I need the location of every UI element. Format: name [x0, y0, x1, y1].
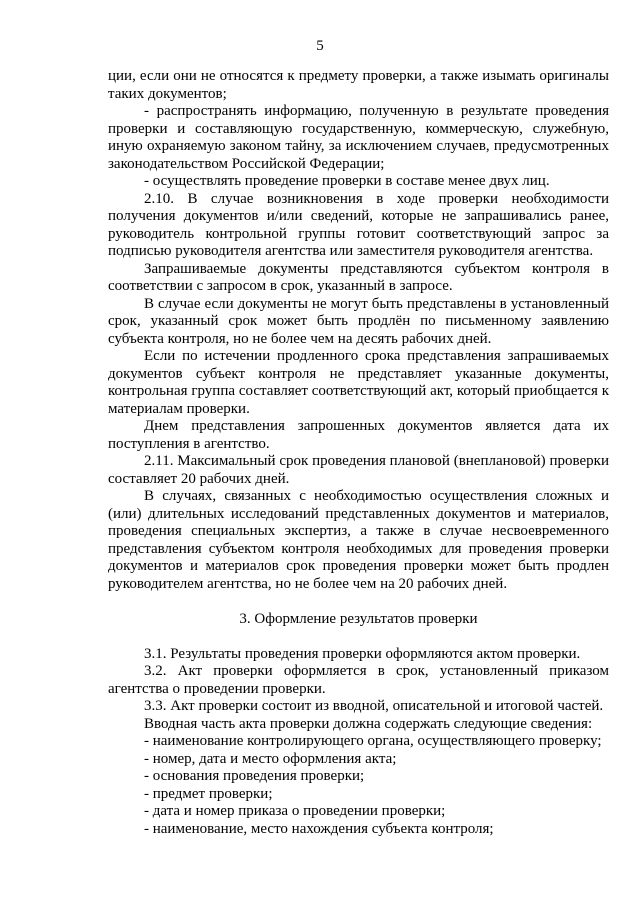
paragraph: 2.11. Максимальный срок проведения плановой (внеплановой) проверки составляет 20 рабочих дней.: [108, 453, 609, 487]
list-item: - распространять информацию, полученную в результате проведения проверки и составляющую государственную, коммерческую, служебную, иную охраняемую законом тайну, за исключением случаев, предусмотренных законодательством Российской Федерации;: [108, 103, 609, 172]
paragraph: ции, если они не относятся к предмету проверки, а также изымать оригиналы таких документов;: [108, 68, 609, 102]
list-item: - наименование контролирующего органа, осуществляющего проверку;: [144, 733, 602, 749]
paragraph: Если по истечении продленного срока представления запрашиваемых документов субъект контроля не представляет указанные документы, контрольная группа составляет соответствующий акт, который приобщается к материалам проверки.: [108, 348, 609, 417]
list-item: - основания проведения проверки;: [144, 768, 365, 784]
section-heading: 3. Оформление результатов проверки: [239, 611, 478, 627]
paragraph: В случаях, связанных с необходимостью осуществления сложных и (или) длительных исследований представленных документов и материалов, проведения специальных экспертиз, а также в случае несвоевременного представления субъектом контроля необходимых для проведения проверки документов и материалов срок проведения проверки может быть продлен руководителем агентства, но не более чем на 20 рабочих дней.: [108, 488, 609, 592]
document-body: [108, 68, 609, 838]
paragraph: Днем представления запрошенных документов является дата их поступления в агентство.: [108, 418, 609, 452]
list-item: - номер, дата и место оформления акта;: [144, 750, 397, 767]
list-item: - наименование, место нахождения субъекта контроля;: [144, 820, 494, 837]
paragraph: 3.2. Акт проверки оформляется в срок, установленный приказом агентства о проведении проверки.: [108, 663, 609, 697]
list-item: - предмет проверки;: [144, 785, 273, 802]
list-item: - дата и номер приказа о проведении проверки;: [144, 803, 446, 819]
paragraph: 3.1. Результаты проведения проверки оформляются актом проверки.: [144, 645, 581, 662]
list-item: - осуществлять проведение проверки в составе менее двух лиц.: [144, 173, 550, 189]
paragraph: 2.10. В случае возникновения в ходе проверки необходимости получения документов и/или сведений, которые не запрашивались ранее, руководитель контрольной группы готовит соответствующий запрос за подписью руководителя агентства или заместителя руководителя агентства.: [108, 190, 609, 259]
paragraph: В случае если документы не могут быть представлены в установленный срок, указанный срок может быть продлён по письменному заявлению субъекта контроля, но не более чем на десять рабочих дней.: [108, 295, 609, 347]
page-number: 5: [316, 38, 324, 54]
paragraph: 3.3. Акт проверки состоит из вводной, описательной и итоговой частей.: [144, 698, 604, 714]
paragraph: Запрашиваемые документы представляются субъектом контроля в соответствии с запросом в срок, указанный в запросе.: [108, 260, 609, 294]
paragraph: Вводная часть акта проверки должна содержать следующие сведения:: [144, 715, 593, 732]
